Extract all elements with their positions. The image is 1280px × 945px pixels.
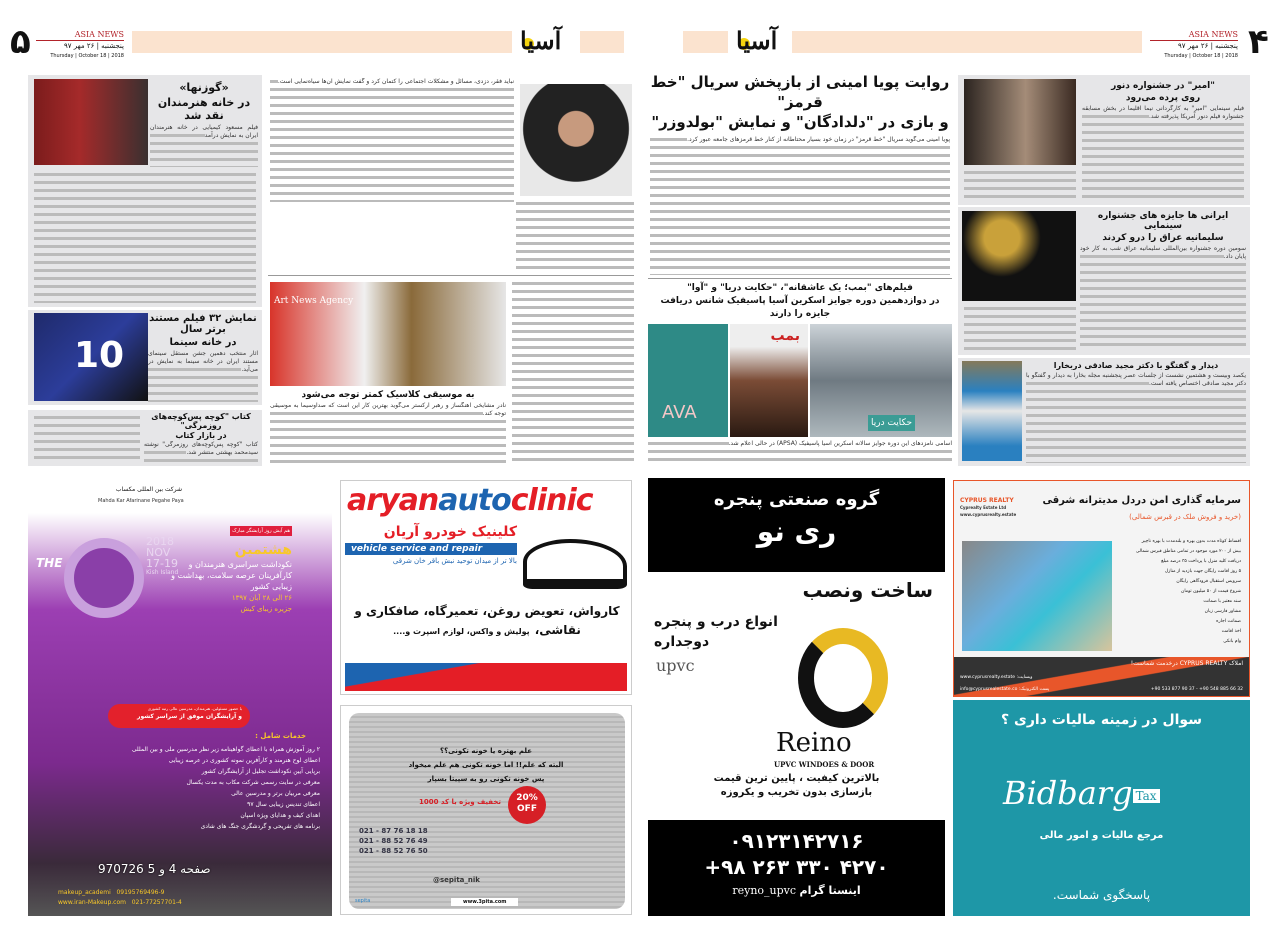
- article-photo: [964, 79, 1076, 165]
- services-list: ۲ روز آموزش همراه با اعطای گواهینامه زیر نظر مدرسین ملی و بین المللی اعطای لوح هنرمند و کارآفرین نمونه کشوری در عرصه زیبایی برپایی آیین نکوداشت تجلیل از آرایشگران کشور معرفی در سایت رسمی شرکت مکاب به مدت یکسال معرفی مربیان برتر و مدرسین عالی اعطای تندیس زیبایی سال ۹۷ اهدای کیف و هدایای ویژه اسپان برنامه های تفریحی و گردشگری جنگ های شادی: [131, 746, 320, 830]
- book-cover: [962, 361, 1022, 461]
- article-gavazn: «گوزنها» در خانه هنرمندان نقد شد فیلم مسعود کیمیایی در خانه هنرمندان ایران به نمایش درآمد: [28, 75, 262, 307]
- event-logo: [64, 538, 144, 618]
- page-number-right: ۴: [1248, 22, 1269, 62]
- interview-text: نباید فقر، دزدی، مسائل و مشکلات اجتماعی را کتمان کرد و گفت نمایش آن‌ها سیاه‌نمایی است.: [270, 78, 514, 202]
- guests-pill: با حضور مسئولین، هنرمندان، مدرسین عالی رتبه کشوری و آرایشگران موفق از سراسر کشور: [108, 704, 250, 728]
- article-photo: [962, 211, 1076, 301]
- poster-bomb: بمب: [730, 324, 808, 437]
- logo: آسیا: [520, 26, 562, 55]
- films-headline: فیلم‌های "بمب؛ یک عاشقانه"، "حکایت دریا" و "آوا" در دوازدهمین دوره جوایز اسکرین آسیا پاسیفیک شانس دریافت جایزه را دارند: [660, 283, 940, 319]
- article-amir: "امیر" در جشنواره دنور روی پرده می‌رود فیلم سینمایی "امیر" به کارگردانی نیما اقلیما در بخش مسابقه جشنواره فیلم دنور آمریکا پذیرفته شد.: [958, 75, 1250, 205]
- article-book: کتاب "کوچه پس‌کوچه‌های روزمرگی" در بازار کتاب کتاب "کوچه پس‌کوچه‌های روزمرگی" نوشته سیدمحمد بهشتی منتشر شد.: [28, 410, 262, 466]
- property-photos: [962, 541, 1112, 651]
- article-iraq: ایرانی ها جایزه های جشنواره سینمایی سلیمانیه عراق را درو کردند سومین دوره جشنواره بین‌المللی سلیمانیه عراق شب به کار خود پایان داد.: [958, 207, 1250, 355]
- main-headline: روایت پویا امینی از بازپخش سریال "خط قرمز" و بازی در "دلدادگان" و نمایش "بولدوزر": [650, 73, 950, 131]
- logo: آسیا: [736, 26, 778, 55]
- reino-logo-icon: [798, 628, 888, 728]
- ad-aryan-autoclinic[interactable]: aryanautoclinic کلینیک خودرو آریان vehicle service and repair بالا تر از میدان توحید نبش باقر خان شرقی کارواش، تعویض روغن، تعمیرگاه، صافکاری و نقاشی، پولیش و واکس، لوازم اسپرت و....: [340, 480, 632, 695]
- article-documentary: 10 نمایش ۳۲ فیلم مستند برتر سال در خانه سینما آثار منتخب دهمین جشن مستقل سینمای مستند ایران در خانه سینما به نمایش در می‌آید.: [28, 310, 262, 405]
- ad-reino-upvc[interactable]: گروه صنعتی پنجره ری نو ساخت ونصب انواع درب و پنجره دوجداره upvc Reino UPVC WINDOES & DOOR بالاترین کیفیت ، پایین ترین قیمت بازسازی بدون تخریب و یکروزه ۰۹۱۲۳۱۴۲۷۱۶ +۹۸ ۲۶۳ ۳۳۰ ۴۲۷۰ reyno_upvc اینستا گرام: [648, 478, 945, 916]
- car-icon: [523, 539, 627, 589]
- ad-makeup-event[interactable]: شرکت بین المللی مکساب Mahda Kar Afarinane Pegahe Paya THE 2018 NOV 17-19 Kish Island هم آیش روز آرایشگر مبارک هشتمین نکوداشت سراسری هنرمندان و کارآفرینان عرصه سلامت، بهداشت و زیبایی کشور ۲۶ الی ۲۸ آبان ۱۳۹۷ جزیره زیبای کیش با حضور مسئولین، هنرمندان، مدرسین عالی رتبه کشوری و آرایشگران موفق از سراسر کشور خدمات شامل : ۲ روز آموزش همراه با اعطای گواهینامه زیر نظر مدرسین ملی و بین المللی اعطای لوح هنرمند و کارآفرین نمونه کشوری در عرصه زیبایی برپایی آیین نکوداشت تجلیل از آرایشگران کشور معرفی در سایت رسمی شرکت مکاب به مدت یکسال معرفی مربیان برتر و مدرسین عالی اعطای تندیس زیبایی سال ۹۷ اهدای کیف و هدایای ویژه اسپان برنامه های تفریحی و گردشگری جنگ های شادی 970726 صفحه 4 و 5 makeup_academi 09195769496-9 www.iran-Makeup.com 021-77257701-4: [28, 478, 332, 916]
- poster-sea-tale: حکایت دریا: [810, 324, 952, 437]
- masthead-right: ASIA NEWS پنجشنبه | ۲۶ مهر ۹۷ Thursday | October 18 | 2018: [1150, 30, 1238, 61]
- masthead-left: ASIA NEWS پنجشنبه | ۲۶ مهر ۹۷ Thursday | October 18 | 2018: [36, 30, 124, 61]
- page-number-left: ۵: [10, 22, 31, 62]
- article-photo: [34, 79, 148, 165]
- poster-ava: AVA: [648, 324, 728, 437]
- header-band: [132, 31, 512, 53]
- music-photo: Art News Agency: [270, 282, 506, 386]
- ad-cyprus-realty[interactable]: CYPRUS REALTY Cyprealty Estate Ltd www.cyprusrealty.estate سرمایه گذاری امن دردل مدیترانه شرقی (خرید و فروش ملک در قبرس شمالی) اقساط کوتاه مدت بدون بهره و بلندمدت با بهره ناچیز بیش از ۲۰۰ مورد موجود در تمامی مناطق قبرس شمالی دریافت کلید منزل با پرداخت ۳۵ درصد مبلغ ۵ روز اقامت رایگان جهت بازدید از منازل سرویس استقبال فرودگاهی رایگان شروع قیمت از ۵۰ میلیون تومان سند معتبر با ضمانت مشاور فارسی زبان ضمانت اجاره اخذ اقامت وام بانکی املاک CYPRUS REALTY درخدمت شماست! www.cyprusrealty.estate :وبسایت info@cyprusrealestate.co :پست الکترونیک +90 533 877 90 37 - +90 548 885 66 32: [953, 480, 1250, 697]
- header-band: [580, 31, 624, 53]
- discount-badge: 20% OFF: [508, 786, 546, 824]
- stripe: [345, 663, 627, 691]
- ad-bidbarg-tax[interactable]: سوال در زمینه مالیات داری ؟ Bidbarg Tax مرجع مالیات و امور مالی پاسخگوی شماست.: [953, 700, 1250, 916]
- music-title: به موسیقی کلاسیک کمتر توجه می‌شود: [301, 390, 475, 400]
- actor-photo: [520, 84, 632, 196]
- ad-sepita-cleaning[interactable]: علم بهتره یا خونه تکونی؟؟ البته که علم!! اما خونه تکونی هم علم میخواد پس خونه تکونی رو به سپیتا بسپار تخفیف ویژه با کد 1000 20% OFF 021 - 87 76 18 18 021 - 88 52 76 49 021 - 88 52 76 50 @sepita_nik sepita www.3pita.com: [340, 705, 632, 915]
- poster-image: 10: [34, 313, 148, 401]
- header-band: [683, 31, 728, 53]
- header-band: [792, 31, 1142, 53]
- article-bukhara: دیدار و گفتگو با دکتر مجید صادقی دربخارا یکصد وبیست و هشتمین نشست از جلسات عصر پنجشنبه مجله بخارا به دیدار و گفتگو با دکتر مجید صادقی اختصاص یافته است.: [958, 358, 1250, 466]
- posters-row: [648, 324, 952, 437]
